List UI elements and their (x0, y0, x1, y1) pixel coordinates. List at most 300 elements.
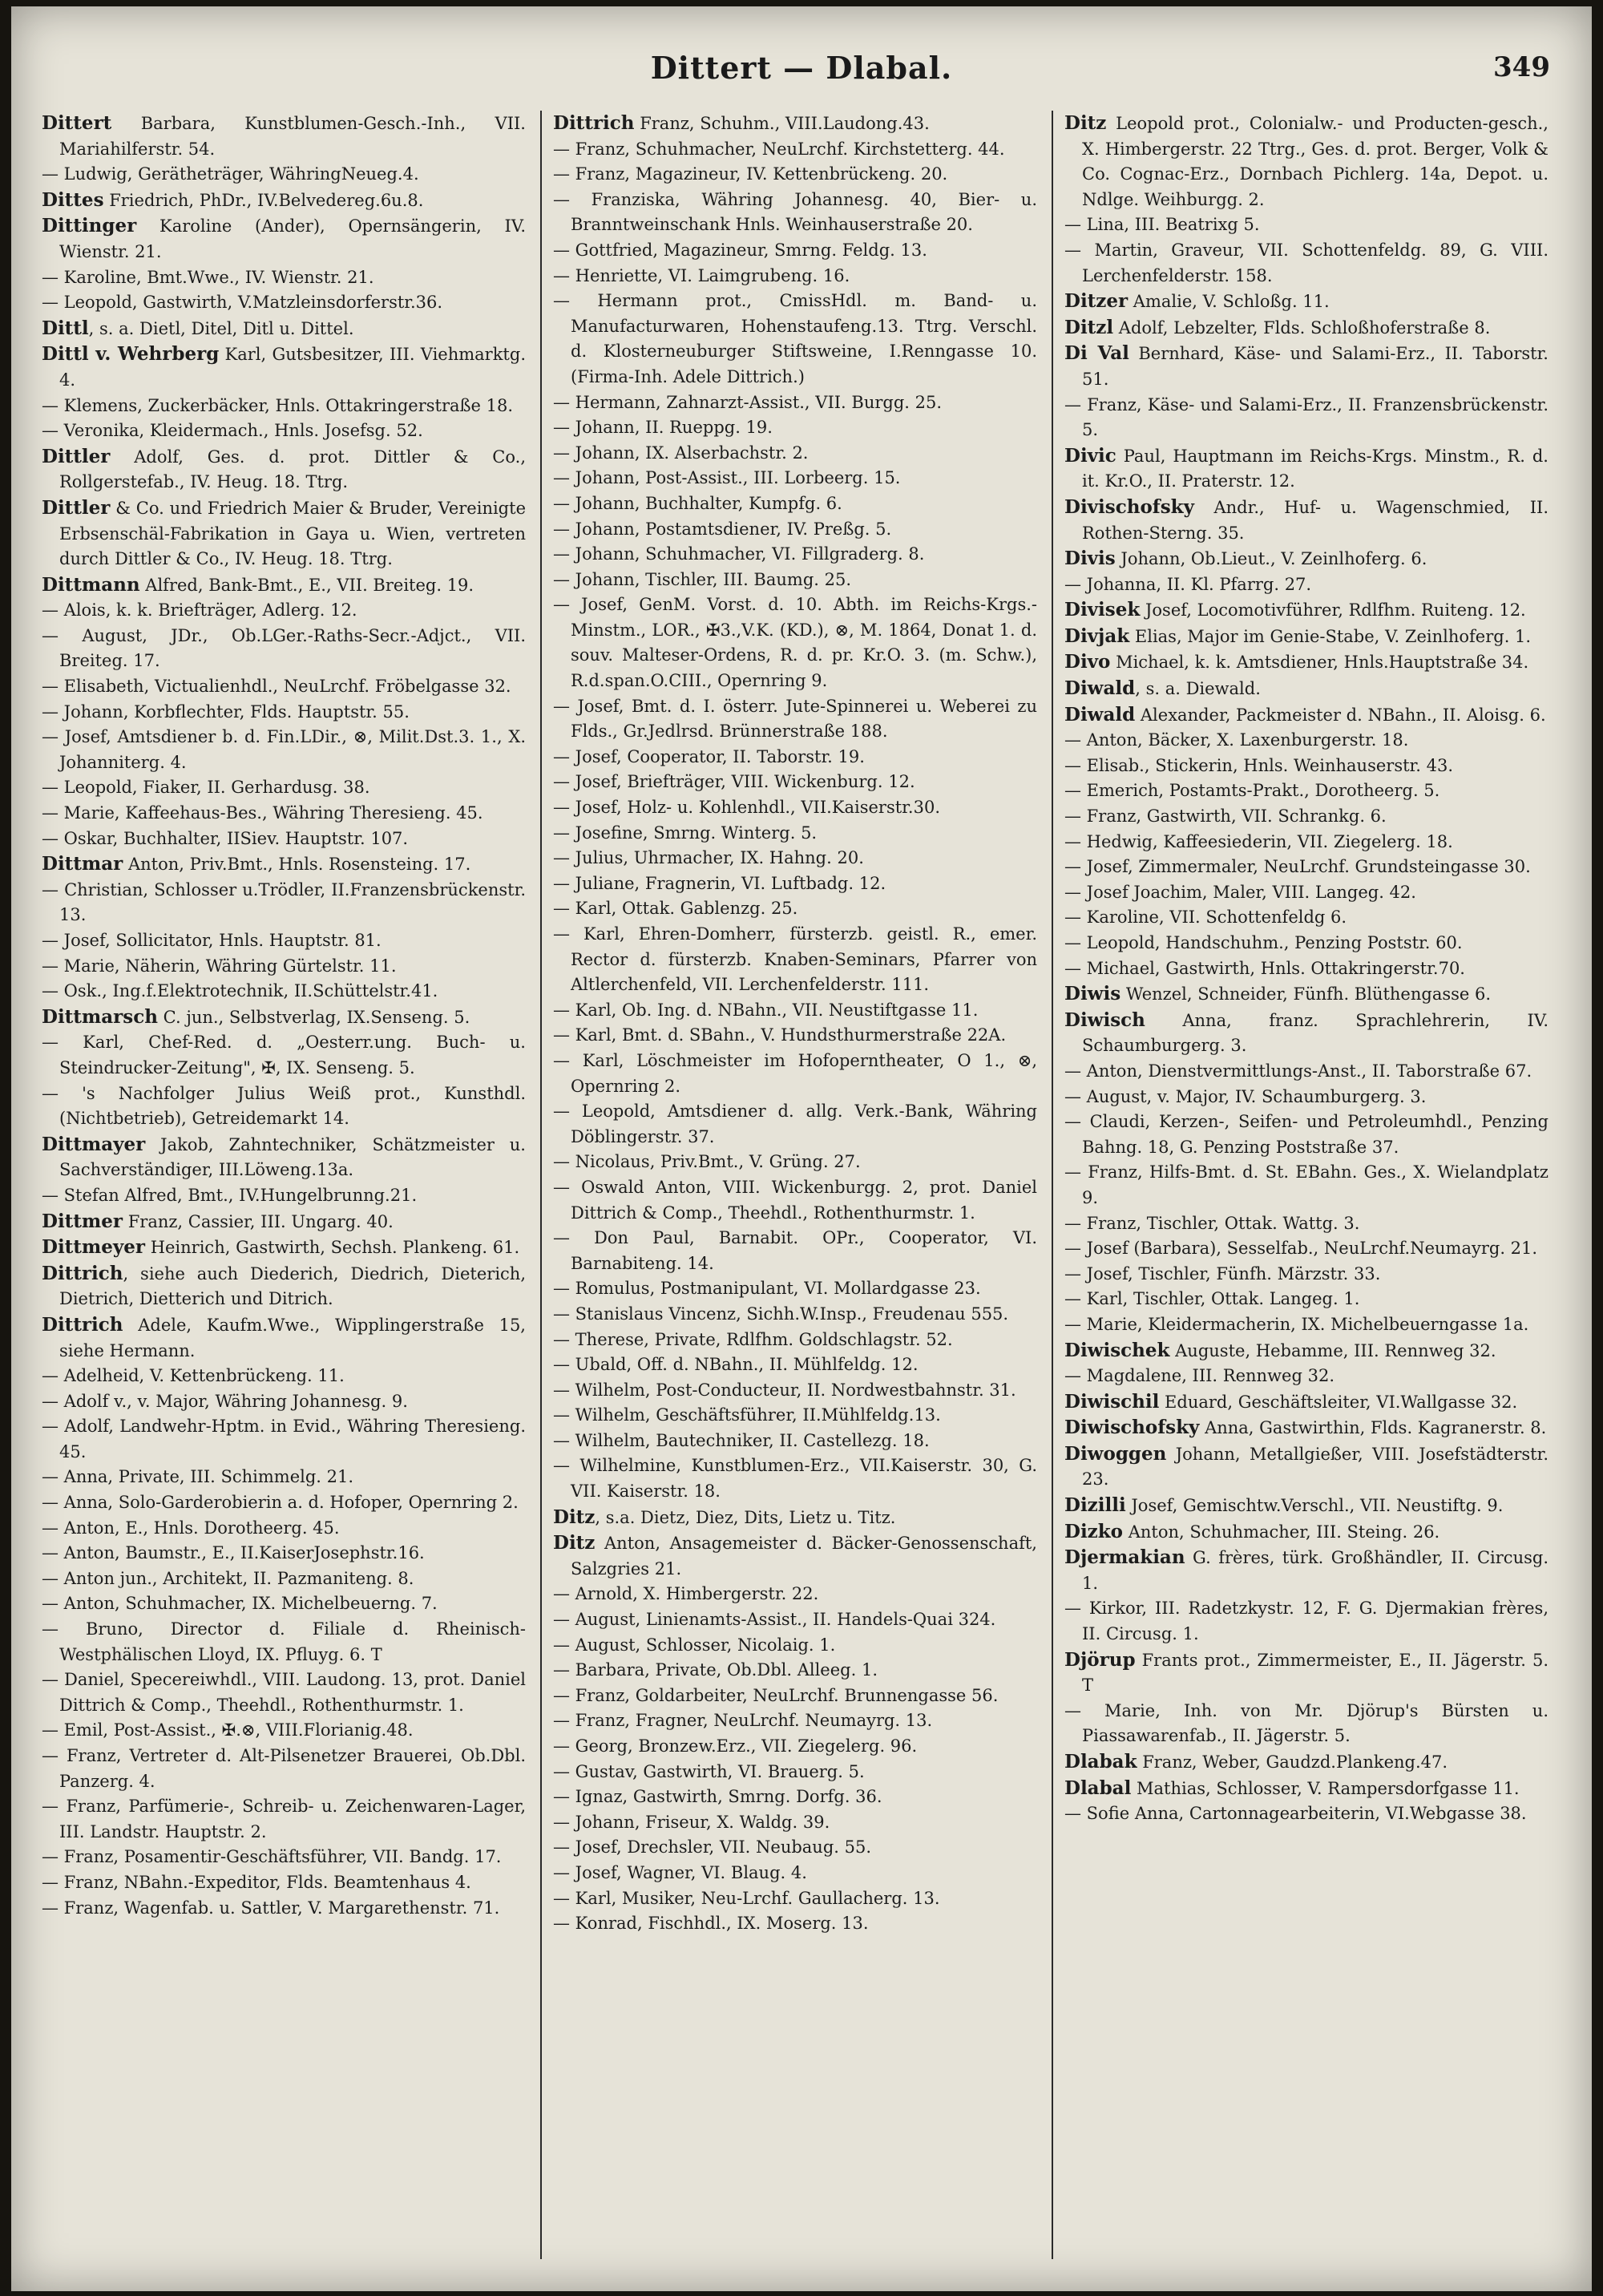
directory-entry (553, 289, 1037, 390)
entry-text: — Franz, Magazineur, IV. Kettenbrückeng. 20. (553, 164, 948, 184)
directory-entry (1064, 830, 1548, 855)
entry-text: — Ignaz, Gastwirth, Smrng. Dorfg. 36. (553, 1787, 882, 1807)
entry-text: — Franz, Käse- und Salami-Erz., II. Franzensbrückenstr. 5. (1064, 394, 1548, 440)
directory-entry (1064, 624, 1548, 650)
directory-entry (1064, 597, 1548, 624)
directory-entry (1064, 1262, 1548, 1287)
entry-text: — Karl, Ob. Ing. d. NBahn., VII. Neustiftgasse 11. (553, 1000, 979, 1020)
directory-entry (42, 979, 526, 1004)
column-3 (1064, 111, 1548, 2267)
entry-surname: Diwischek (1064, 1339, 1170, 1361)
entry-text: — Wilhelm, Geschäftsführer, II.Mühlfeldg.13. (553, 1405, 941, 1425)
entry-text: Franz, Schuhm., VIII.Laudong.43. (634, 114, 930, 133)
entry-text: — Franz, Vertreter d. Alt-Pilsenetzer Brauerei, Ob.Dbl. Panzerg. 4. (42, 1746, 526, 1791)
entry-text: — Oskar, Buchhalter, IISiev. Hauptstr. 107. (42, 828, 409, 848)
entry-surname: Dlabak (1064, 1751, 1137, 1773)
entry-surname: Diwischil (1064, 1390, 1160, 1413)
directory-entry (1064, 778, 1548, 804)
directory-entry (553, 745, 1037, 770)
directory-entry (553, 1023, 1037, 1049)
directory-entry (553, 1429, 1037, 1454)
entry-text: — Karl, Musiker, Neu-Lrchf. Gaullacherg. 13. (553, 1888, 940, 1908)
entry-text: — Leopold, Gastwirth, V.Matzleinsdorferstr.36. (42, 293, 443, 313)
entry-text: G. frères, türk. Großhändler, II. Circusg. 1. (1082, 1548, 1548, 1593)
directory-entry (553, 188, 1037, 238)
directory-entry (42, 111, 526, 162)
entry-text: , siehe auch Diederich, Diedrich, Dieterich, Dietrich, Dietterich und Ditrich. (59, 1263, 526, 1309)
directory-entry (553, 162, 1037, 188)
entry-text: — Josef, GenM. Vorst. d. 10. Abth. im Reichs-Krgs.-Minstm., LOR., ✠3.,V.K. (KD.), ⊗, M. 1864, Donat 1. d. souv. Malteser-Ordens, R. d. pr. Kr.O. 3. (m. Schw.), R.d.span.O.CIII., Opernring 9. (553, 595, 1037, 691)
directory-entry (553, 1684, 1037, 1709)
directory-entry (553, 922, 1037, 998)
entry-text: — Marie, Näherin, Währing Gürtelstr. 11. (42, 956, 397, 976)
page-title: Dittert — Dlabal. (650, 50, 953, 86)
entry-text: Josef, Locomotivführer, Rdlfhm. Ruiteng. 12. (1140, 600, 1526, 620)
entry-text: — Johann, Postamtsdiener, IV. Preßg. 5. (553, 519, 892, 539)
column-divider (540, 111, 542, 2259)
entry-text: — Don Paul, Barnabit. OPr., Cooperator, VI. Barnabiteng. 14. (553, 1228, 1037, 1273)
directory-entry (42, 1870, 526, 1896)
entry-text: — Elisabeth, Victualienhdl., NeuLrchf. Fröbelgasse 32. (42, 677, 511, 697)
entry-text: — Barbara, Private, Ob.Dbl. Alleeg. 1. (553, 1660, 878, 1680)
directory-entry (553, 1734, 1037, 1760)
entry-text: — Franz, Fragner, NeuLrchf. Neumayrg. 13. (553, 1711, 933, 1731)
entry-text: — Michael, Gastwirth, Hnls. Ottakringerstr.70. (1064, 958, 1465, 978)
entry-surname: Dittinger (42, 215, 137, 237)
entry-text: — Emil, Post-Assist., ✠.⊗, VIII.Florianig.48. (42, 1720, 414, 1740)
entry-text: — Hermann, Zahnarzt-Assist., VII. Burgg. 25. (553, 392, 943, 412)
entry-text: Paul, Hauptmann im Reichs-Krgs. Minstm., R. d. it. Kr.O., II. Praterstr. 12. (1082, 446, 1548, 491)
directory-entry (42, 1744, 526, 1794)
directory-entry (1064, 1110, 1548, 1160)
directory-entry (1064, 754, 1548, 779)
entry-text: — August, JDr., Ob.LGer.-Raths-Secr.-Adjct., VII. Breiteg. 17. (42, 625, 526, 671)
directory-entry (553, 238, 1037, 264)
entry-text: — Stanislaus Vincenz, Sichh.W.Insp., Freudenau 555. (553, 1304, 1009, 1324)
directory-entry (42, 878, 526, 928)
entry-text: — Josefine, Smrng. Winterg. 5. (553, 823, 818, 843)
entry-surname: Diwischofsky (1064, 1417, 1200, 1439)
directory-entry (553, 821, 1037, 847)
entry-text: Heinrich, Gastwirth, Sechsh. Plankeng. 61. (145, 1238, 520, 1258)
entry-text: — Marie, Inh. von Mr. Djörup's Bürsten u. Piassawarenfab., II. Jägerstr. 5. (1064, 1700, 1548, 1746)
directory-entry (553, 795, 1037, 821)
entry-text: Karoline (Ander), Opernsängerin, IV. Wienstr. 21. (59, 216, 526, 261)
entry-text: — Josef, Bmt. d. I. österr. Jute-Spinnerei u. Weberei zu Flds., Gr.Jedlrsd. Brünnerstraße 188. (553, 696, 1037, 742)
entry-text: — Johann, Friseur, X. Waldg. 39. (553, 1812, 830, 1832)
entry-surname: Di Val (1064, 342, 1129, 365)
directory-entry (553, 871, 1037, 897)
directory-entry (42, 1081, 526, 1132)
entry-text: — Johann, Schuhmacher, VI. Fillgraderg. 8. (553, 544, 925, 564)
directory-entry (42, 572, 526, 599)
entry-text: Mathias, Schlosser, V. Rampersdorfgasse 11. (1131, 1778, 1520, 1798)
directory-entry (42, 775, 526, 801)
entry-text: — Sofie Anna, Cartonnagearbeiterin, VI.Webgasse 38. (1064, 1804, 1527, 1824)
entry-text: — Josef Joachim, Maler, VIII. Langeg. 42. (1064, 882, 1416, 902)
directory-entry (42, 1364, 526, 1389)
directory-entry (1064, 905, 1548, 931)
entry-text: — Osk., Ing.f.Elektrotechnik, II.Schüttelstr.41. (42, 981, 438, 1001)
directory-entry (553, 1658, 1037, 1684)
entry-text: — Karoline, VII. Schottenfeldg 6. (1064, 907, 1347, 928)
entry-text: — Karoline, Bmt.Wwe., IV. Wienstr. 21. (42, 267, 374, 287)
directory-entry (1064, 855, 1548, 880)
entry-surname: Dittmann (42, 573, 140, 596)
entry-text: — Marie, Kleidermacherin, IX. Michelbeuerngasse 1a. (1064, 1314, 1529, 1334)
entry-text: — Anton jun., Architekt, II. Pazmaniteng. 8. (42, 1568, 414, 1588)
entry-text: — Claudi, Kerzen-, Seifen- und Petroleumhdl., Penzing Bahng. 18, G. Penzing Poststraße 37. (1064, 1112, 1548, 1157)
entry-text: — Adelheid, V. Kettenbrückeng. 11. (42, 1366, 345, 1386)
entry-surname: Dittmar (42, 853, 123, 875)
entry-text: — Wilhelm, Post-Conducteur, II. Nordwestbahnstr. 31. (553, 1380, 1016, 1400)
directory-entry (1064, 1647, 1548, 1699)
entry-text: — Johanna, II. Kl. Pfarrg. 27. (1064, 574, 1312, 594)
directory-entry (1064, 1211, 1548, 1237)
directory-entry (42, 213, 526, 265)
entry-text: Johann, Ob.Lieut., V. Zeinlhoferg. 6. (1115, 549, 1427, 569)
entry-text: — Gottfried, Magazineur, Smrng. Feldg. 13. (553, 240, 927, 260)
directory-entry (553, 896, 1037, 922)
entry-text: Andr., Huf- u. Wagenschmied, II. Rothen-Sterng. 35. (1082, 497, 1548, 543)
entry-text: — Anton, Dienstvermittlungs-Anst., II. Taborstraße 67. (1064, 1061, 1532, 1081)
entry-text: — Josef, Holz- u. Kohlenhdl., VII.Kaiserstr.30. (553, 798, 940, 818)
entry-text: — Franz, Tischler, Ottak. Wattg. 3. (1064, 1213, 1360, 1233)
directory-entry (42, 188, 526, 214)
entry-surname: Dittl (42, 317, 89, 339)
entry-surname: Ditz (553, 1532, 596, 1554)
entry-text: — August, Linienamts-Assist., II. Handels-Quai 324. (553, 1610, 996, 1630)
entry-surname: Dittler (42, 496, 111, 519)
entry-text: C. jun., Selbstverlag, IX.Senseng. 5. (157, 1007, 470, 1027)
directory-entry (42, 1389, 526, 1415)
entry-text: Auguste, Hebamme, III. Rennweg 32. (1169, 1340, 1496, 1360)
entry-text: Anton, Schuhmacher, III. Steing. 26. (1123, 1522, 1440, 1542)
directory-entry (42, 851, 526, 878)
directory-entry (42, 418, 526, 444)
entry-surname: Dittes (42, 188, 104, 211)
directory-entry (42, 290, 526, 316)
entry-text: — Julius, Uhrmacher, IX. Hahng. 20. (553, 848, 864, 868)
entry-surname: Ditzl (1064, 316, 1114, 338)
entry-text: — Arnold, X. Himbergerstr. 22. (553, 1584, 819, 1604)
entry-surname: Ditz (553, 1506, 596, 1528)
directory-entry (42, 1132, 526, 1183)
entry-text: Franz, Cassier, III. Ungarg. 40. (123, 1211, 394, 1231)
entry-surname: Ditzer (1064, 290, 1129, 313)
entry-surname: Divischofsky (1064, 495, 1194, 518)
directory-entry (553, 770, 1037, 795)
entry-text: — Franz, Hilfs-Bmt. d. St. EBahn. Ges., X. Wielandplatz 9. (1064, 1162, 1548, 1207)
entry-text: Johann, Metallgießer, VIII. Josefstädterstr. 23. (1082, 1444, 1548, 1490)
directory-entry (1064, 676, 1548, 702)
directory-entry (1064, 443, 1548, 495)
entry-text: — Franziska, Währing Johannesg. 40, Bier- u. Branntweinschank Hnls. Weinhauserstraße 20. (553, 189, 1037, 235)
directory-entry (42, 954, 526, 980)
directory-entry (553, 1607, 1037, 1633)
entry-text: Anna, Gastwirthin, Flds. Kagranerstr. 8. (1199, 1418, 1547, 1438)
directory-entry (553, 846, 1037, 871)
directory-entry (1064, 880, 1548, 906)
entry-text: — Hedwig, Kaffeesiederin, VII. Ziegelerg. 18. (1064, 831, 1453, 851)
directory-entry (553, 415, 1037, 441)
directory-entry (42, 342, 526, 393)
directory-entry (42, 1516, 526, 1542)
entry-text: — Daniel, Specereiwhdl., VIII. Laudong. 13, prot. Daniel Dittrich & Comp., Theehdl., Rothenthurmstr. 1. (42, 1670, 526, 1715)
entry-text: Josef, Gemischtw.Verschl., VII. Neustiftg. 9. (1125, 1496, 1504, 1516)
entry-text: — Ubald, Off. d. NBahn., II. Mühlfeldg. 12. (553, 1355, 919, 1375)
directory-entry (42, 1896, 526, 1922)
entry-text: — Josef, Cooperator, II. Taborstr. 19. (553, 746, 865, 766)
entry-text: Anton, Priv.Bmt., Hnls. Rosensteing. 17. (123, 855, 471, 875)
directory-entry (553, 1785, 1037, 1810)
column-2 (553, 111, 1037, 2267)
entry-surname: Divis (1064, 548, 1116, 570)
directory-entry (42, 495, 526, 572)
directory-entry (42, 674, 526, 700)
entry-text: — Elisab., Stickerin, Hnls. Weinhauserstr. 43. (1064, 755, 1454, 775)
entry-text: — Josef, Amtsdiener b. d. Fin.LDir., ⊗, Milit.Dst.3. 1., X. Johanniterg. 4. (42, 727, 526, 772)
directory-entry (553, 517, 1037, 543)
directory-entry (42, 827, 526, 852)
entry-text: — Christian, Schlosser u.Trödler, II.Franzensbrückenstr. 13. (42, 879, 526, 925)
entry-surname: Dlabal (1064, 1777, 1132, 1799)
entry-text: — Josef, Tischler, Fünfh. Märzstr. 33. (1064, 1263, 1381, 1283)
directory-entry (553, 1099, 1037, 1150)
directory-entry (1064, 1596, 1548, 1647)
entry-text: Friedrich, PhDr., IV.Belvedereg.6u.8. (103, 190, 424, 210)
directory-entry (42, 1030, 526, 1081)
entry-surname: Dittmer (42, 1210, 123, 1232)
directory-entry (553, 390, 1037, 416)
directory-entry (42, 316, 526, 342)
entry-text: — Marie, Kaffeehaus-Bes., Währing Theresieng. 45. (42, 803, 483, 823)
directory-entry (42, 1845, 526, 1870)
entry-text: — Juliane, Fragnerin, VI. Luftbadg. 12. (553, 873, 886, 893)
directory-entry (1064, 728, 1548, 754)
entry-text: — Klemens, Zuckerbäcker, Hnls. Ottakringerstraße 18. (42, 395, 514, 415)
directory-entry (1064, 289, 1548, 315)
entry-surname: Dittl v. Wehrberg (42, 343, 220, 366)
directory-entry (1064, 1236, 1548, 1262)
directory-entry (553, 1328, 1037, 1353)
directory-entry (553, 542, 1037, 568)
entry-text: — Kirkor, III. Radetzkystr. 12, F. G. Djermakian frères, II. Circusg. 1. (1064, 1599, 1548, 1644)
entry-text: — Martin, Graveur, VII. Schottenfeldg. 89, G. VIII. Lerchenfelderstr. 158. (1064, 240, 1548, 285)
entry-text: — Wilhelm, Bautechniker, II. Castellezg. 18. (553, 1430, 930, 1450)
entry-text: Barbara, Kunstblumen-Gesch.-Inh., VII. Mariahilferstr. 54. (59, 114, 526, 159)
entry-text: — Konrad, Fischhdl., IX. Moserg. 13. (553, 1914, 869, 1934)
directory-entry (42, 1004, 526, 1031)
directory-entry (1064, 393, 1548, 443)
entry-surname: Divo (1064, 651, 1111, 673)
entry-text: , s. a. Dietl, Ditel, Ditl u. Dittel. (88, 318, 354, 338)
directory-entry (553, 1582, 1037, 1607)
entry-text: — Leopold, Fiaker, II. Gerhardusg. 38. (42, 778, 370, 798)
entry-text: Adele, Kaufm.Wwe., Wipplingerstraße 15, siehe Hermann. (59, 1315, 526, 1360)
directory-entry (1064, 1699, 1548, 1749)
entry-text: — Franz, Wagenfab. u. Sattler, V. Margarethenstr. 71. (42, 1898, 500, 1918)
directory-entry (42, 1617, 526, 1667)
entry-text: — Stefan Alfred, Bmt., IV.Hungelbrunng.21. (42, 1185, 418, 1205)
directory-entry (1064, 1776, 1548, 1802)
page-header (11, 50, 1592, 98)
entry-surname: Djermakian (1064, 1546, 1185, 1569)
entry-text: — Lina, III. Beatrixg 5. (1064, 215, 1260, 235)
directory-entry (1064, 1338, 1548, 1364)
entry-surname: Divisek (1064, 599, 1141, 621)
directory-entry (42, 1667, 526, 1718)
entry-text: — Josef, Zimmermaler, NeuLrchf. Grundsteingasse 30. (1064, 857, 1531, 877)
directory-entry (1064, 572, 1548, 598)
column-divider (1052, 111, 1053, 2259)
directory-entry (42, 700, 526, 726)
directory-entry (553, 111, 1037, 137)
entry-text: Frants prot., Zimmermeister, E., II. Jägerstr. 5. T (1082, 1650, 1548, 1696)
entry-text: — Veronika, Kleidermach., Hnls. Josefsg. 52. (42, 421, 423, 441)
entry-text: — August, v. Major, IV. Schaumburgerg. 3. (1064, 1086, 1427, 1106)
directory-entry (1064, 238, 1548, 289)
entry-text: — Anton, Baumstr., E., II.KaiserJosephstr.16. (42, 1543, 425, 1563)
entry-text: — Karl, Ehren-Domherr, fürsterzb. geistl. R., emer. Rector d. fürsterzb. Knaben-Seminars, Pfarrer von Altlerchenfeld, VII. Lerchenfelderstr. 111. (553, 924, 1037, 995)
directory-entry (1064, 1059, 1548, 1085)
directory-entry (42, 265, 526, 291)
directory-entry (42, 1183, 526, 1209)
directory-entry (1064, 1415, 1548, 1441)
directory-entry (553, 1378, 1037, 1404)
entry-surname: Diwisch (1064, 1009, 1145, 1031)
entry-text: — Johann, IX. Alserbachstr. 2. (553, 443, 809, 463)
directory-page (11, 6, 1592, 2291)
directory-entry (553, 592, 1037, 693)
entry-surname: Diwis (1064, 983, 1121, 1005)
directory-entry (1064, 804, 1548, 830)
entry-surname: Diwald (1064, 703, 1136, 726)
directory-entry (553, 1708, 1037, 1734)
entry-text: — Magdalene, III. Rennweg 32. (1064, 1366, 1334, 1386)
entry-text: — Franz, Posamentir-Geschäftsführer, VII. Bandg. 17. (42, 1847, 502, 1867)
entry-text: — Johann, Tischler, III. Baumg. 25. (553, 569, 852, 589)
entry-surname: Ditz (1064, 112, 1107, 134)
entry-text: — Franz, Gastwirth, VII. Schrankg. 6. (1064, 806, 1387, 827)
directory-entry (553, 694, 1037, 745)
directory-entry (1064, 649, 1548, 676)
entry-surname: Dizko (1064, 1520, 1124, 1542)
directory-entry (553, 1505, 1037, 1531)
directory-entry (553, 568, 1037, 593)
directory-entry (42, 1718, 526, 1744)
directory-entry (42, 1209, 526, 1235)
directory-entry (42, 1794, 526, 1845)
directory-entry (553, 264, 1037, 289)
entry-text: — Alois, k. k. Briefträger, Adlerg. 12. (42, 600, 357, 620)
entry-text: — Hermann prot., CmissHdl. m. Band- u. Manufacturwaren, Hohenstaufeng.13. Ttrg. Verschl. d. Klosterneuburger Stiftsweine, I.Renngasse 10.(Firma-Inh. Adele Dittrich.) (553, 291, 1037, 386)
directory-entry (553, 1302, 1037, 1328)
directory-entry (1064, 1008, 1548, 1059)
entry-text: Adolf, Lebzelter, Flds. Schloßhoferstraße 8. (1113, 317, 1491, 338)
entry-text: Eduard, Geschäftsleiter, VI.Wallgasse 32. (1159, 1392, 1518, 1412)
entry-text: — Adolf, Landwehr-Hptm. in Evid., Währing Theresieng. 45. (42, 1417, 526, 1461)
entry-text: — Henriette, VI. Laimgrubeng. 16. (553, 265, 850, 285)
directory-entry (553, 491, 1037, 517)
entry-text: , s.a. Dietz, Diez, Dits, Lietz u. Titz. (595, 1507, 896, 1527)
directory-entry (553, 1453, 1037, 1504)
directory-entry (42, 624, 526, 674)
directory-entry (42, 1566, 526, 1592)
directory-entry (1064, 495, 1548, 546)
directory-entry (42, 928, 526, 954)
entry-text: Jakob, Zahntechniker, Schätzmeister u. Sachverständiger, III.Löweng.13a. (59, 1134, 526, 1180)
directory-entry (1064, 111, 1548, 212)
entry-text: Anna, franz. Sprachlehrerin, IV. Schaumburgerg. 3. (1082, 1010, 1548, 1056)
directory-entry (553, 466, 1037, 491)
directory-entry (1064, 341, 1548, 392)
entry-text: — Franz, Schuhmacher, NeuLrchf. Kirchstetterg. 44. (553, 139, 1005, 159)
entry-surname: Diwald (1064, 677, 1136, 700)
entry-text: — Anna, Solo-Garderobierin a. d. Hofoper, Opernring 2. (42, 1493, 519, 1513)
entry-text: — Franz, NBahn.-Expeditor, Flds. Beamtenhaus 4. (42, 1872, 471, 1892)
directory-entry (42, 394, 526, 419)
directory-entry (1064, 1441, 1548, 1493)
directory-entry (1064, 212, 1548, 238)
entry-text: & Co. und Friedrich Maier & Bruder, Vereinigte Erbsenschäl-Fabrikation in Gaya u. Wien, vertreten durch Dittler & Co., IV. Heug. 18. Ttrg. (59, 498, 526, 569)
directory-entry (42, 1312, 526, 1364)
entry-text: — Leopold, Handschuhm., Penzing Poststr. 60. (1064, 933, 1463, 952)
entry-text: — Therese, Private, Rdlfhm. Goldschlagstr. 52. (553, 1329, 953, 1349)
entry-text: , s. a. Diewald. (1135, 679, 1261, 699)
directory-entry (1064, 1389, 1548, 1416)
entry-text: Elias, Major im Genie-Stabe, V. Zeinlhoferg. 1. (1129, 626, 1532, 646)
directory-entry (553, 1226, 1037, 1276)
entry-text: — Wilhelmine, Kunstblumen-Erz., VII.Kaiserstr. 30, G. VII. Kaiserstr. 18. (553, 1456, 1037, 1502)
entry-text: — Josef, Sollicitator, Hnls. Hauptstr. 81. (42, 931, 382, 950)
page-number: 349 (1493, 51, 1550, 83)
directory-entry (553, 441, 1037, 467)
entry-text: — Karl, Bmt. d. SBahn., V. Hundsthurmerstraße 22A. (553, 1025, 1007, 1045)
directory-entry (1064, 1493, 1548, 1519)
directory-entry (1064, 1519, 1548, 1546)
entry-text: — Johann, II. Rueppg. 19. (553, 418, 773, 438)
directory-entry (553, 1633, 1037, 1659)
directory-entry (42, 1490, 526, 1516)
entry-text: Alexander, Packmeister d. NBahn., II. Aloisg. 6. (1135, 705, 1546, 725)
directory-entry (42, 1235, 526, 1261)
directory-entry (1064, 1085, 1548, 1110)
entry-text: — Anton, Bäcker, X. Laxenburgerstr. 18. (1064, 730, 1409, 750)
directory-entry (1064, 1287, 1548, 1312)
entry-surname: Dittrich (42, 1262, 123, 1284)
entry-text: — Bruno, Director d. Filiale d. Rheinisch-Westphälischen Lloyd, IX. Pfluyg. 6. T (42, 1619, 526, 1664)
entry-surname: Dittrich (42, 1313, 123, 1336)
entry-text: Bernhard, Käse- und Salami-Erz., II. Taborstr. 51. (1082, 344, 1548, 389)
directory-entry (553, 1530, 1037, 1582)
entry-text: — Josef, Briefträger, VIII. Wickenburg. 12. (553, 772, 915, 792)
directory-entry (1064, 702, 1548, 729)
entry-text: — Franz, Parfümerie-, Schreib- u. Zeichenwaren-Lager, III. Landstr. Hauptstr. 2. (42, 1797, 526, 1841)
directory-entry (553, 1835, 1037, 1861)
entry-text: — Ludwig, Gerätheträger, WähringNeueg.4. (42, 164, 419, 184)
directory-entry (1064, 1364, 1548, 1389)
directory-entry (42, 1541, 526, 1566)
directory-entry (553, 1352, 1037, 1378)
directory-entry (553, 1175, 1037, 1226)
entry-text: Amalie, V. Schloßg. 11. (1128, 292, 1330, 312)
entry-surname: Dittler (42, 445, 111, 467)
directory-entry (42, 1591, 526, 1617)
entry-text: — Franz, Goldarbeiter, NeuLrchf. Brunnengasse 56. (553, 1685, 999, 1705)
directory-entry (1064, 1160, 1548, 1211)
directory-entry (553, 1403, 1037, 1429)
